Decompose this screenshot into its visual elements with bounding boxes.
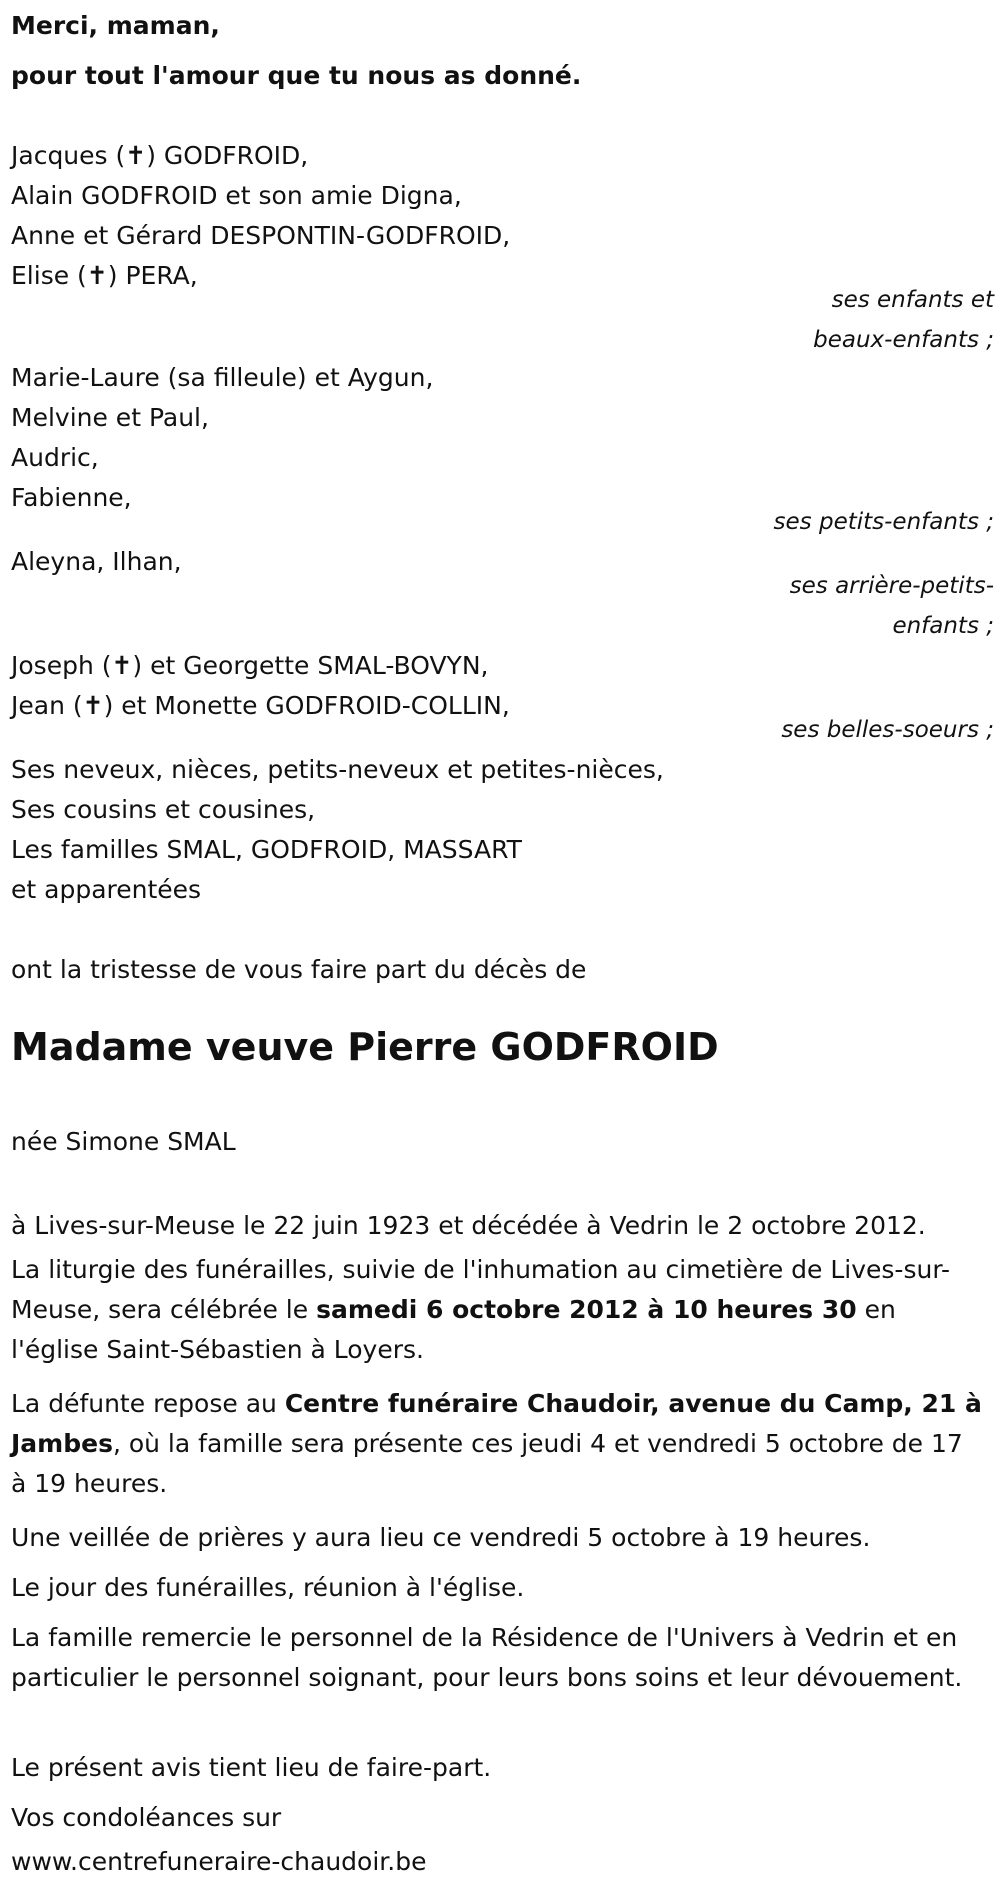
rest-visiting-hours: , où la famille sera présente ces jeudi 4 et vendredi 5 octobre de 17 à 19 heures. xyxy=(11,1429,963,1498)
meeting-paragraph: Le jour des funérailles, réunion à l'église. xyxy=(11,1573,525,1602)
liturgy-date: samedi 6 octobre 2012 à 10 heures 30 xyxy=(316,1295,857,1324)
family-name: Fabienne, xyxy=(11,483,132,512)
family-name: Anne et Gérard DESPONTIN-GODFROID, xyxy=(11,221,511,250)
website-link[interactable]: www.centrefuneraire-chaudoir.be xyxy=(11,1847,427,1876)
deceased-name: Madame veuve Pierre GODFROID xyxy=(11,1025,719,1069)
family-name: Marie-Laure (sa filleule) et Aygun, xyxy=(11,363,434,392)
liturgy-text: La liturgie des funérailles, suivie de l'inhumation au cimetière de Lives-sur-Meuse, sera célébrée le xyxy=(11,1255,951,1324)
relation-label: beaux-enfants ; xyxy=(813,327,994,353)
rest-paragraph xyxy=(11,1384,986,1504)
condolences-label: Vos condoléances sur xyxy=(11,1803,282,1832)
rest-text: La défunte repose au xyxy=(11,1389,285,1418)
extended-family-line: Ses cousins et cousines, xyxy=(11,795,316,824)
birth-death-paragraph: à Lives-sur-Meuse le 22 juin 1923 et décédée à Vedrin le 2 octobre 2012. xyxy=(11,1211,926,1240)
family-name: Melvine et Paul, xyxy=(11,403,209,432)
thanks-paragraph: La famille remercie le personnel de la Résidence de l'Univers à Vedrin et en particulier le personnel soignant, pour leurs bons soins et leur dévouement. xyxy=(11,1623,963,1692)
header-line-2: pour tout l'amour que tu nous as donné. xyxy=(11,61,582,90)
relation-label: enfants ; xyxy=(892,613,994,639)
extended-family-line: et apparentées xyxy=(11,875,202,904)
family-name: Aleyna, Ilhan, xyxy=(11,547,182,576)
header-line-1: Merci, maman, xyxy=(11,11,220,40)
vigil-paragraph: Une veillée de prières y aura lieu ce vendredi 5 octobre à 19 heures. xyxy=(11,1523,871,1552)
liturgy-location: en l'église Saint-Sébastien à Loyers. xyxy=(11,1295,896,1364)
relation-label: ses petits-enfants ; xyxy=(773,509,994,535)
funeral-center-address: Centre funéraire Chaudoir, avenue du Camp, 21 à Jambes xyxy=(11,1389,982,1458)
relation-label: ses belles-soeurs ; xyxy=(781,717,994,743)
extended-family-line: Les familles SMAL, GODFROID, MASSART xyxy=(11,835,522,864)
family-name: Alain GODFROID et son amie Digna, xyxy=(11,181,462,210)
announcement: ont la tristesse de vous faire part du décès de xyxy=(11,955,587,984)
family-name: Jean (✝) et Monette GODFROID-COLLIN, xyxy=(11,691,510,720)
family-name: Elise (✝) PERA, xyxy=(11,261,198,290)
family-name: Joseph (✝) et Georgette SMAL-BOVYN, xyxy=(11,651,489,680)
notice-paragraph: Le présent avis tient lieu de faire-part. xyxy=(11,1753,492,1782)
family-name: Audric, xyxy=(11,443,99,472)
maiden-name: née Simone SMAL xyxy=(11,1127,236,1156)
liturgy-paragraph xyxy=(11,1250,986,1370)
relation-label: ses arrière-petits- xyxy=(789,573,994,599)
family-name: Jacques (✝) GODFROID, xyxy=(11,141,309,170)
extended-family-line: Ses neveux, nièces, petits-neveux et petites-nièces, xyxy=(11,755,664,784)
relation-label: ses enfants et xyxy=(831,287,994,313)
